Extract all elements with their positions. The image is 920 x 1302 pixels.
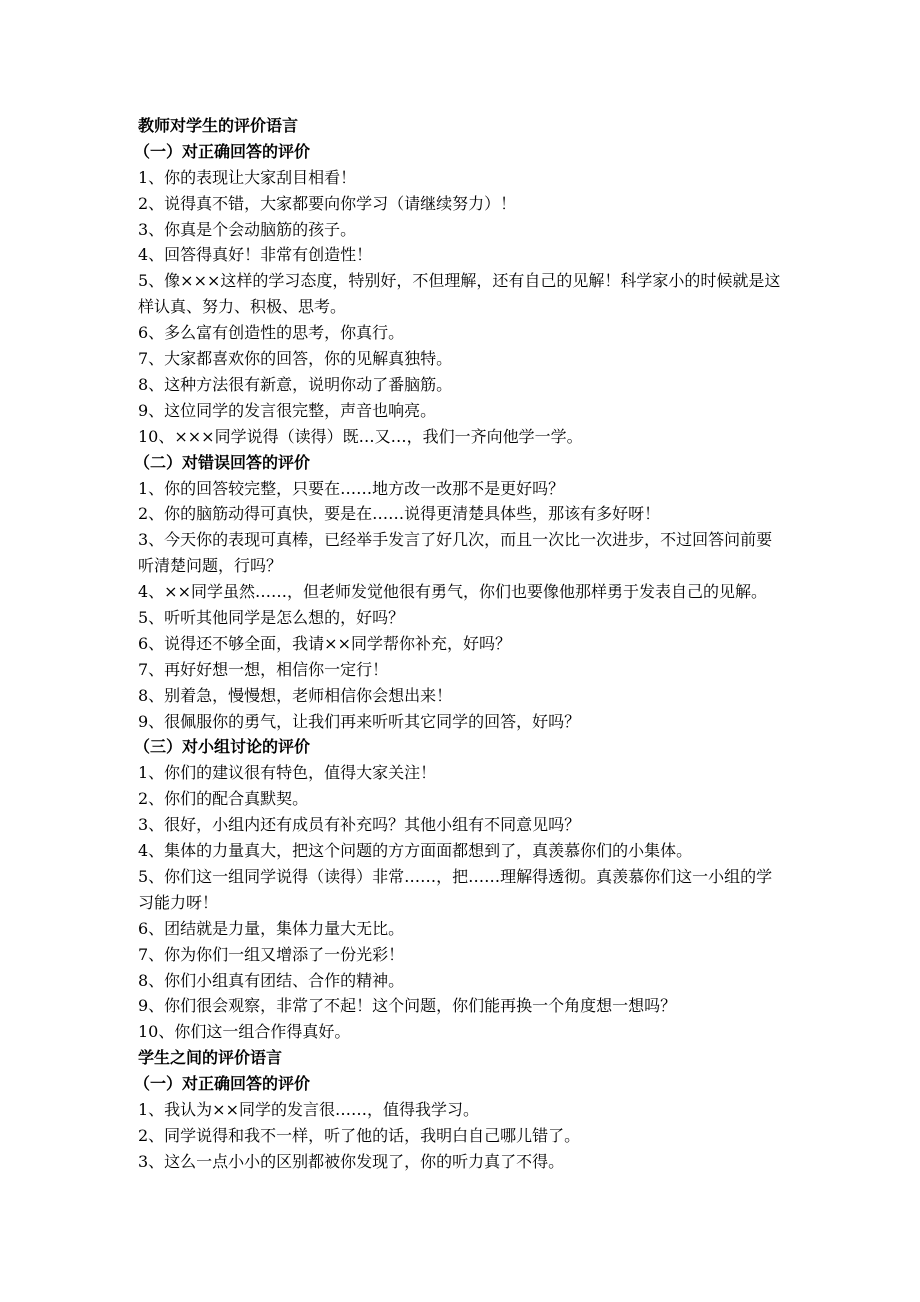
list-item: 10、×××同学说得（读得）既…又…，我们一齐向他学一学。 <box>138 426 583 446</box>
student-title: 学生之间的评价语言 <box>138 1048 283 1068</box>
list-item: 6、团结就是力量，集体力量大无比。 <box>138 918 405 938</box>
list-item: 8、你们小组真有团结、合作的精神。 <box>138 970 405 990</box>
list-item: 2、你们的配合真默契。 <box>138 789 309 809</box>
list-item: 8、别着急，慢慢想，老师相信你会想出来！ <box>138 685 453 705</box>
list-item: 5、你们这一组同学说得（读得）非常……，把……理解得透彻。真羡慕你们这一小组的学习能力呀！ <box>138 866 773 912</box>
list-item: 9、你们很会观察，非常了不起！这个问题，你们能再换一个角度想一想吗？ <box>138 996 677 1016</box>
list-item: 7、再好好想一想，相信你一定行！ <box>138 659 389 679</box>
list-item: 9、这位同学的发言很完整，声音也响亮。 <box>138 400 437 420</box>
list-item: 4、回答得真好！非常有创造性！ <box>138 245 373 265</box>
list-item: 3、你真是个会动脑筋的孩子。 <box>138 219 357 239</box>
list-item: 3、这么一点小小的区别都被你发现了，你的听力真了不得。 <box>138 1151 565 1171</box>
list-item: 9、很佩服你的勇气，让我们再来听听其它同学的回答，好吗？ <box>138 711 581 731</box>
list-item: 3、很好，小组内还有成员有补充吗？其他小组有不同意见吗？ <box>138 815 581 835</box>
list-item: 2、你的脑筋动得可真快，要是在……说得更清楚具体些，那该有多好呀！ <box>138 504 661 524</box>
list-item: 10、你们这一组合作得真好。 <box>138 1022 351 1042</box>
list-item: 1、你们的建议很有特色，值得大家关注！ <box>138 763 437 783</box>
section-heading: （一）对正确回答的评价 <box>134 141 311 161</box>
list-item: 6、多么富有创造性的思考，你真行。 <box>138 323 405 343</box>
list-item: 2、同学说得和我不一样，听了他的话，我明白自己哪儿错了。 <box>138 1125 581 1145</box>
list-item: 1、我认为××同学的发言很……，值得我学习。 <box>138 1099 479 1119</box>
list-item: 2、说得真不错，大家都要向你学习（请继续努力）！ <box>138 193 517 213</box>
list-item: 6、说得还不够全面，我请××同学帮你补充，好吗？ <box>138 633 511 653</box>
section-heading: （二）对错误回答的评价 <box>134 452 311 472</box>
list-item: 8、这种方法很有新意，说明你动了番脑筋。 <box>138 374 453 394</box>
section-heading: （三）对小组讨论的评价 <box>134 737 311 757</box>
list-item: 1、你的表现让大家刮目相看！ <box>138 167 357 187</box>
list-item: 4、××同学虽然……，但老师发觉他很有勇气，你们也要像他那样勇于发表自己的见解。 <box>138 582 767 602</box>
section-heading: （一）对正确回答的评价 <box>134 1074 311 1094</box>
teacher-title: 教师对学生的评价语言 <box>138 116 299 135</box>
list-item: 7、大家都喜欢你的回答，你的见解真独特。 <box>138 349 453 369</box>
list-item: 7、你为你们一组又增添了一份光彩！ <box>138 944 405 964</box>
document-page <box>134 113 788 1175</box>
list-item: 5、像×××这样的学习态度，特别好，不但理解，还有自己的见解！科学家小的时候就是这样认真、努力、积极、思考。 <box>138 271 781 317</box>
list-item: 4、集体的力量真大，把这个问题的方方面面都想到了，真羡慕你们的小集体。 <box>138 841 693 861</box>
list-item: 3、今天你的表现可真棒，已经举手发言了好几次，而且一次比一次进步，不过回答问前要听清楚问题，行吗？ <box>138 530 773 576</box>
list-item: 5、听听其他同学是怎么想的，好吗？ <box>138 608 405 627</box>
list-item: 1、你的回答较完整，只要在……地方改一改那不是更好吗？ <box>138 478 565 498</box>
